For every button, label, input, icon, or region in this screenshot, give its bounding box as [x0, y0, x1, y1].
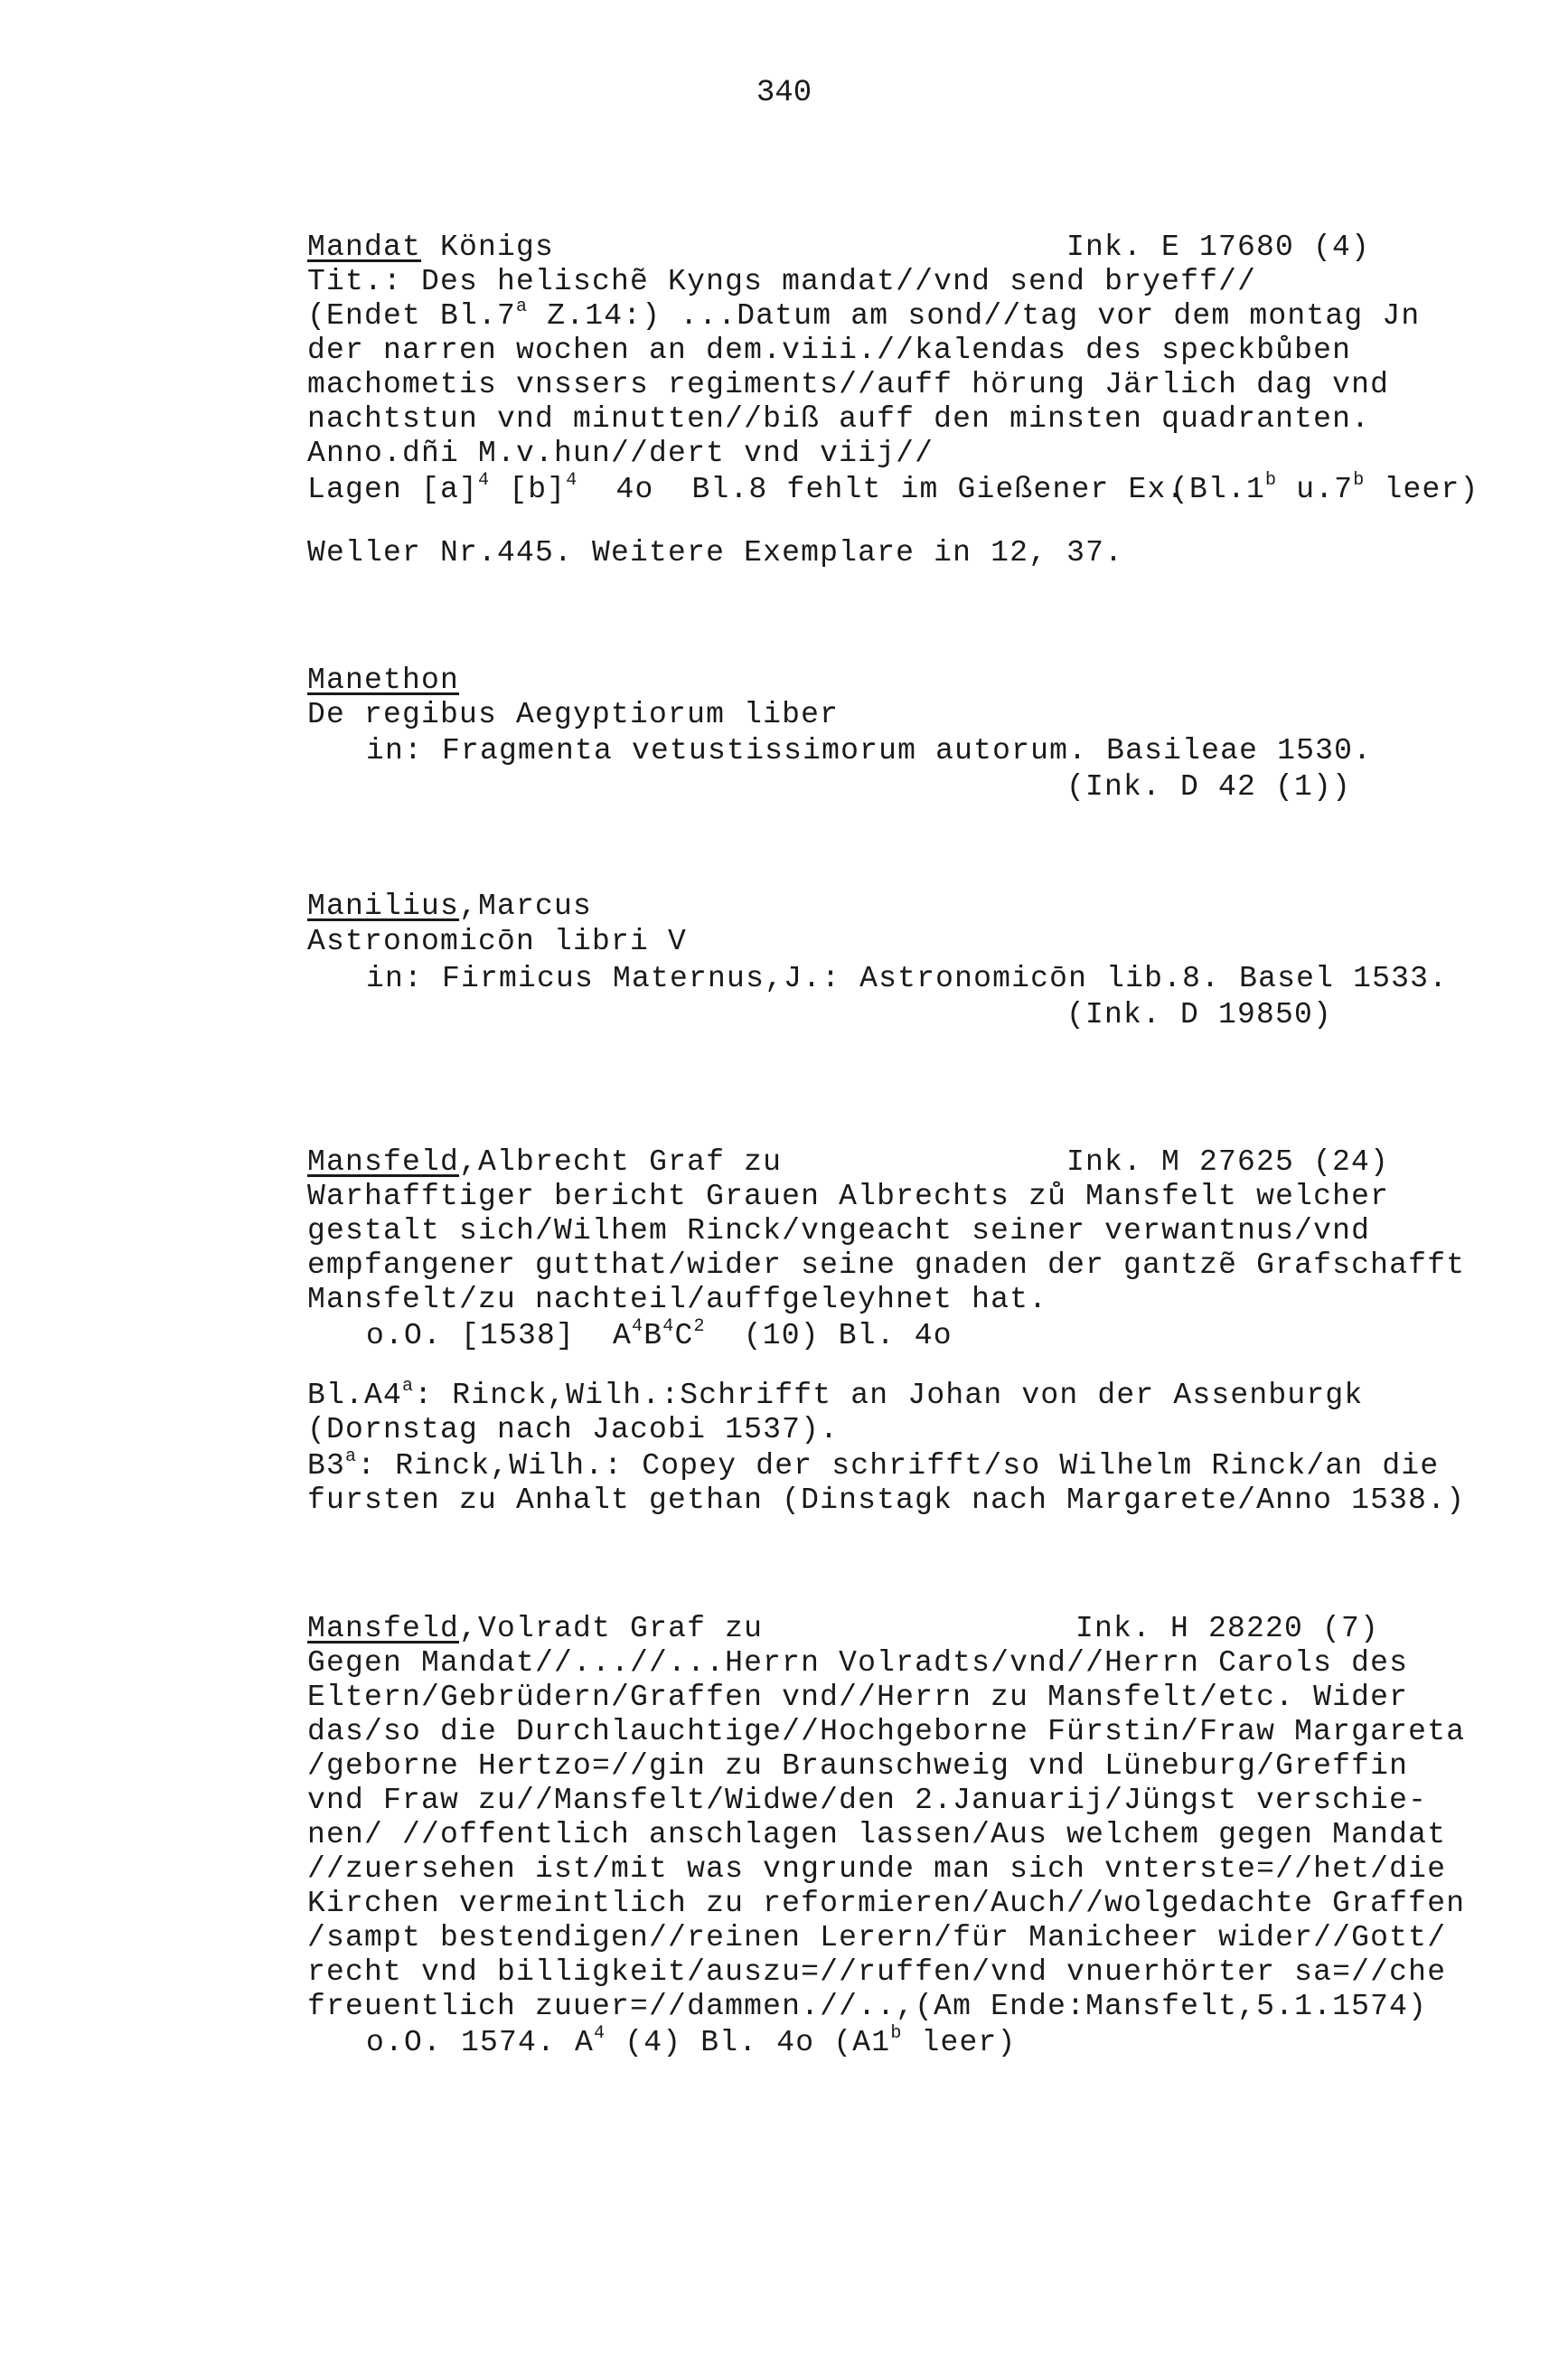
entry-line: (Dornstag nach Jacobi 1537). — [307, 1413, 840, 1446]
shelf-mark: Ink. E 17680 (4) — [1066, 231, 1371, 264]
entry-line: /sampt bestendigen//reinen Lerern/für Manicheer wider//Gott/ — [307, 1921, 1447, 1954]
heading-rest: ,Marcus — [459, 890, 593, 923]
superscript: b — [890, 2023, 903, 2044]
superscript: a — [516, 297, 529, 317]
heading-name: Manilius — [307, 890, 460, 923]
superscript: 4 — [594, 2023, 606, 2044]
superscript: a — [402, 1376, 415, 1397]
heading-name: Mandat — [307, 231, 422, 264]
superscript: 4 — [478, 470, 491, 491]
entry-heading — [307, 890, 592, 924]
shelf-mark: Ink. M 27625 (24) — [1066, 1145, 1390, 1179]
superscript: b — [1353, 470, 1366, 491]
heading-rest: Königs — [421, 231, 555, 264]
page-number: 340 — [756, 76, 812, 110]
entry-line: //zuersehen ist/mit was vngrunde man sich vnterste=//het/die — [307, 1852, 1447, 1886]
entry-line: fursten zu Anhalt gethan (Dinstagk nach Margarete/Anno 1538.) — [307, 1483, 1466, 1517]
entry-line: recht vnd billigkeit/auszu=//ruffen/vnd vnuerhörter sa=//che — [307, 1955, 1447, 1989]
entry-line: gestalt sich/Wilhem Rinck/vngeacht seiner verwantnus/vnd — [307, 1214, 1371, 1248]
entry-line: Weller Nr.445. Weitere Exemplare in 12, 37. — [307, 536, 1124, 570]
entry-line: Lagen $[a]^4$ $[b]^4$ 4o Bl.8 fehlt im Gießener Ex. (Bl.1$^b$ u.7$^b$ leer) — [307, 470, 1479, 506]
entry-line: Warhafftiger bericht Grauen Albrechts zů Mansfelt welcher — [307, 1180, 1390, 1213]
heading-rest: ,Volradt Graf zu — [459, 1612, 764, 1645]
entry-line: Astronomicōn libri V — [307, 925, 688, 958]
entry-line: freuentlich zuuer=//dammen.//..,(Am Ende:Mansfelt,5.1.1574) — [307, 1990, 1428, 2023]
entry-line: nachtstun vnd minutten//biß auff den minsten quadranten. — [307, 402, 1371, 436]
heading-name: Mansfeld — [307, 1612, 460, 1645]
shelf-mark: (Ink. D 42 (1)) — [1066, 770, 1352, 804]
superscript: 4 — [632, 1316, 644, 1337]
superscript: a — [345, 1446, 358, 1467]
superscript: b — [1265, 470, 1278, 491]
entry-line: Tit.: Des helischẽ Kyngs mandat//vnd send bryeff// — [307, 265, 1257, 298]
entry-line: vnd Fraw zu//Mansfelt/Widwe/den 2.Januarij/Jüngst verschie- — [307, 1784, 1428, 1817]
entry-line: in: Firmicus Maternus,J.: Astronomicōn lib.8. Basel 1533. — [366, 962, 1449, 995]
entry-line: in: Fragmenta vetustissimorum autorum. Basileae 1530. — [366, 734, 1373, 768]
entry-line: Kirchen vermeintlich zu reformieren/Auch//wolgedachte Graffen — [307, 1887, 1466, 1920]
shelf-mark: Ink. H 28220 (7) — [1075, 1612, 1380, 1645]
entry-line: nen/ //offentlich anschlagen lassen/Aus welchem gegen Mandat — [307, 1818, 1447, 1851]
collation-note: (Bl.1$^b$ u.7$^b$ leer) — [1170, 470, 1479, 506]
entry-line: De regibus Aegyptiorum liber — [307, 698, 840, 731]
superscript: 4 — [566, 470, 578, 491]
entry-heading — [307, 231, 554, 265]
entry-line: machometis vnssers regiments//auff hörung Järlich dag vnd — [307, 368, 1390, 401]
heading-name: Manethon — [307, 664, 460, 697]
superscript: 4 — [662, 1316, 675, 1337]
entry-line: Eltern/Gebrüdern/Graffen vnd//Herrn zu Mansfelt/etc. Wider — [307, 1681, 1409, 1714]
entry-line: Bl.A4$^a$: Rinck,Wilh.:Schrifft an Johan von der Assenburgk — [307, 1376, 1364, 1412]
entry-line: empfangener gutthat/wider seine gnaden der gantzẽ Grafschafft — [307, 1248, 1466, 1282]
superscript: 2 — [693, 1316, 706, 1337]
heading-name: Mansfeld — [307, 1145, 460, 1179]
heading-rest: ,Albrecht Graf zu — [459, 1145, 783, 1179]
entry-heading — [307, 1145, 782, 1180]
entry-line: (Endet Bl.7$^a$ Z.14:) ...Datum am sond//tag vor dem montag Jn — [307, 297, 1421, 333]
entry-line: B3$^a$: Rinck,Wilh.: Copey der schrifft/so Wilhelm Rinck/an die — [307, 1446, 1440, 1483]
shelf-mark: (Ink. D 19850) — [1066, 998, 1333, 1031]
entry-line: das/so die Durchlauchtige//Hochgeborne Fürstin/Fraw Margareta — [307, 1715, 1466, 1748]
entry-line: Mansfelt/zu nachteil/auffgeleyhnet hat. — [307, 1283, 1048, 1316]
entry-line: o.O. [1538] $A^4B^4C^2$ (10) Bl. 4o — [366, 1316, 953, 1352]
entry-line: der narren wochen an dem.viii.//kalendas des speckbůben — [307, 334, 1352, 367]
entry-line: Gegen Mandat//...//...Herrn Volradts/vnd//Herrn Carols des — [307, 1646, 1409, 1680]
entry-heading — [307, 664, 459, 698]
entry-line: o.O. 1574. $A^4$ (4) Bl. 4o (A1$^b$ leer) — [366, 2023, 1017, 2059]
entry-line: /geborne Hertzo=//gin zu Braunschweig vnd Lüneburg/Greffin — [307, 1749, 1409, 1783]
entry-heading — [307, 1612, 763, 1646]
entry-line: Anno.dñi M.v.hun//dert vnd viij// — [307, 437, 934, 470]
